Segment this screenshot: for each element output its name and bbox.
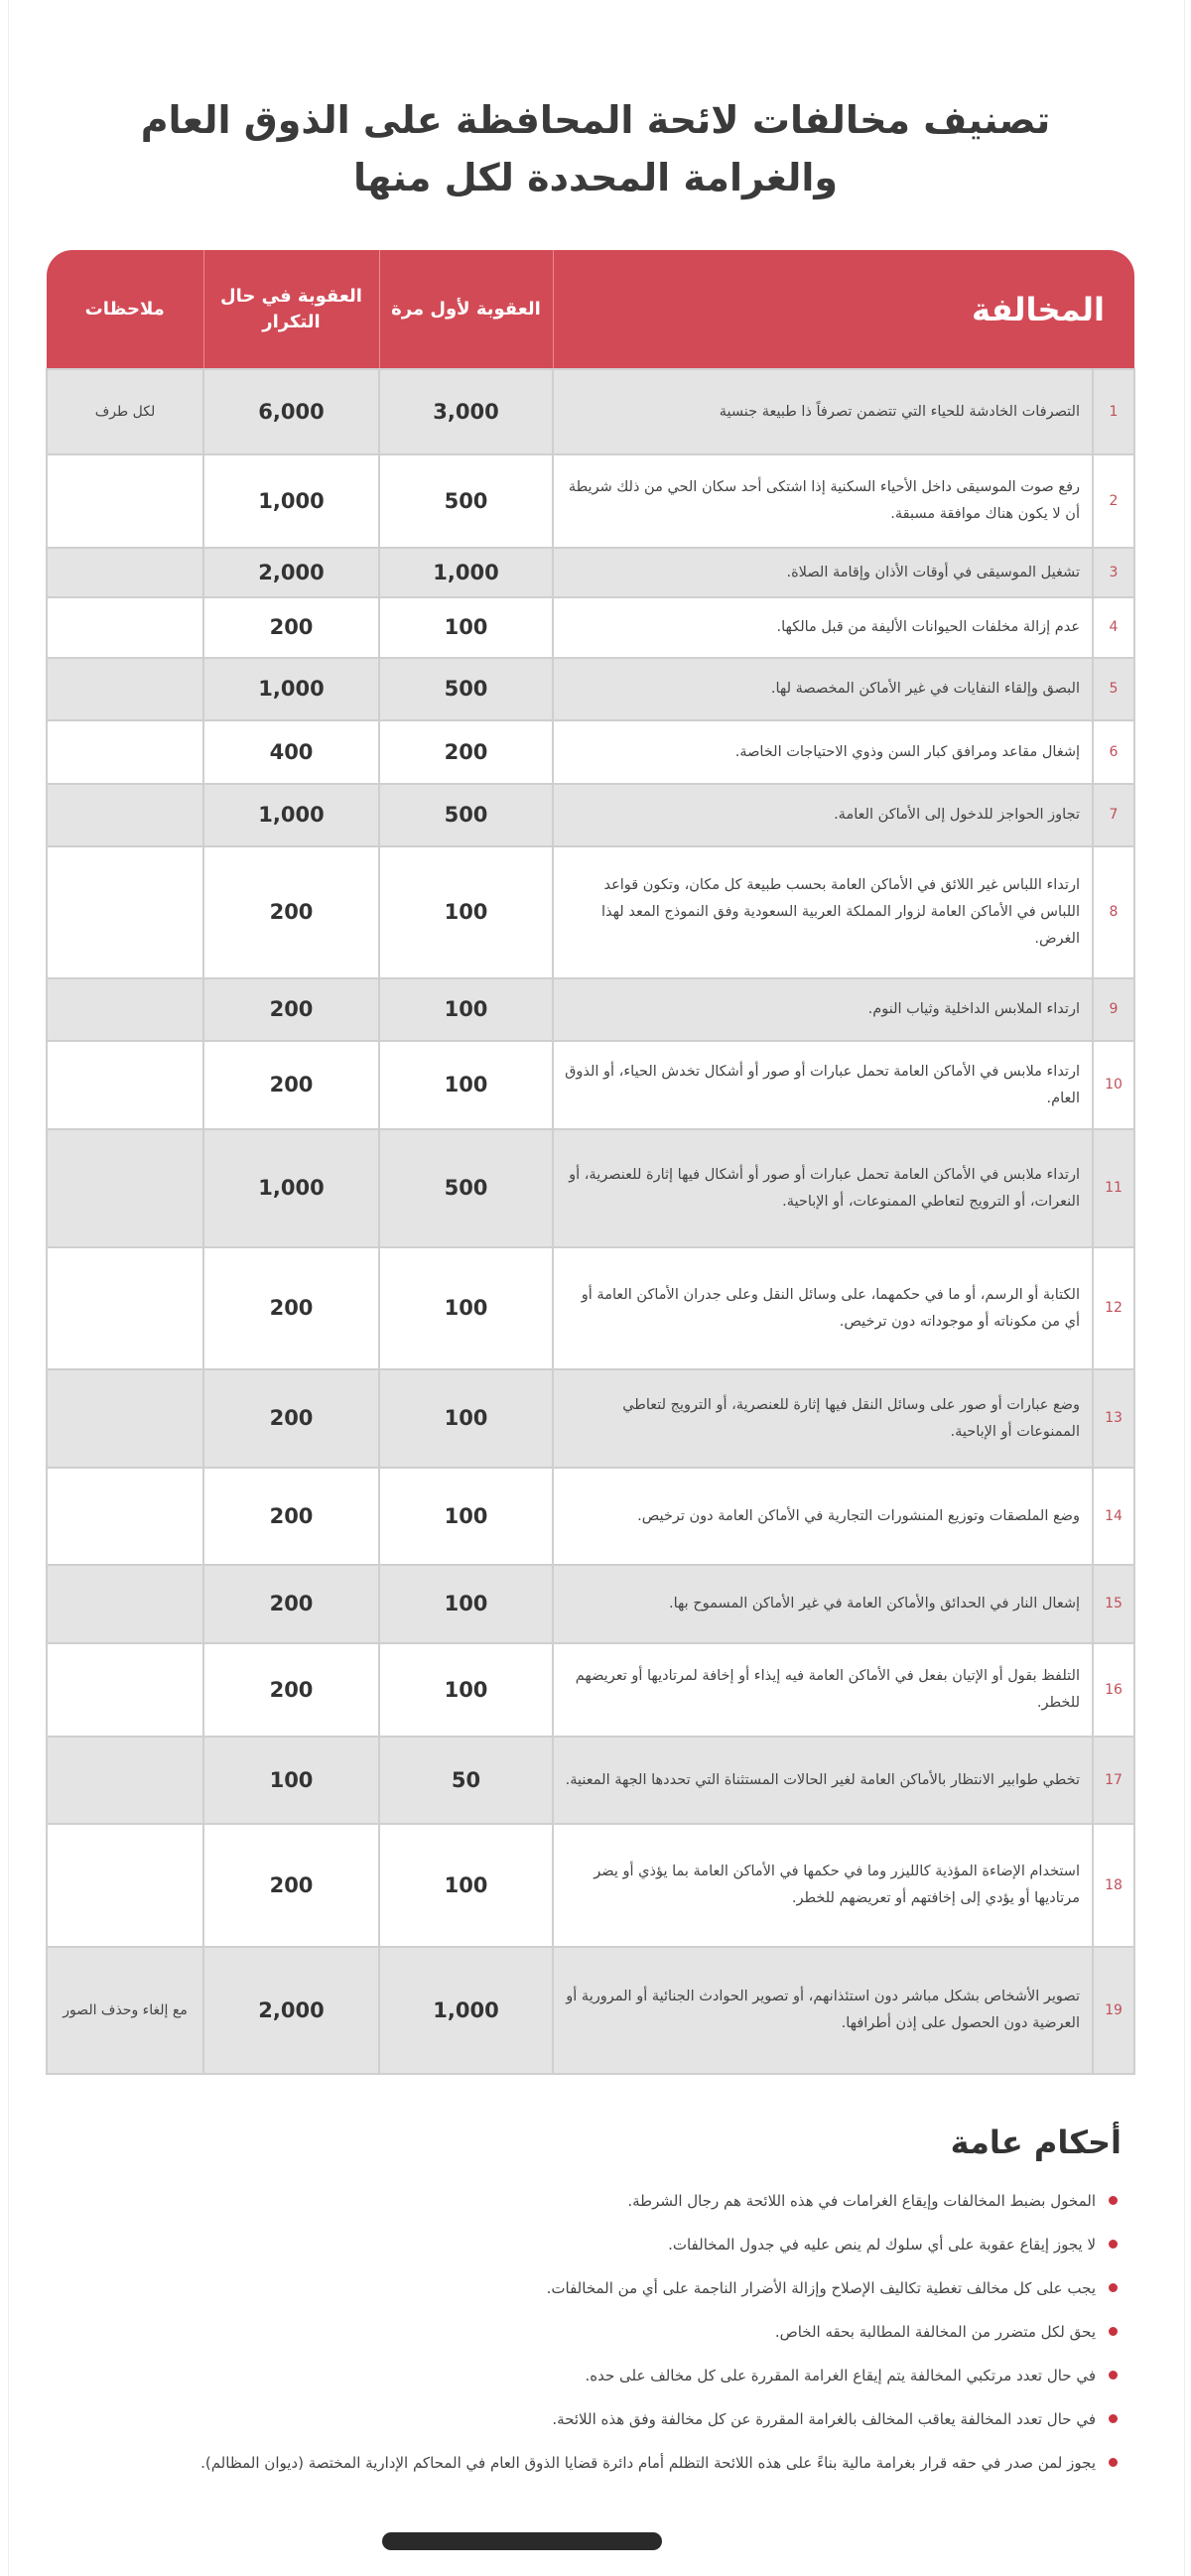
table-row [47,658,1134,720]
row-number: 8 [1093,846,1134,978]
violations-table [46,250,1135,2075]
bullet-icon [1109,2414,1118,2423]
table-row [47,784,1134,846]
violation-text: التلفظ بقول أو الإتيان بفعل في الأماكن العامة فيه إيذاء أو إخافة لمرتاديها أو تعريضهم للخطر. [553,1643,1093,1737]
home-indicator[interactable] [382,2532,662,2550]
repeat-penalty: 200 [203,1041,379,1129]
first-penalty: 100 [379,846,553,978]
row-note: لكل طرف [47,369,203,454]
violation-text: التصرفات الخادشة للحياء التي تتضمن تصرفاً ذا طبيعة جنسية [553,369,1093,454]
table-row [47,1041,1134,1129]
repeat-penalty: 100 [203,1737,379,1824]
row-number: 12 [1093,1247,1134,1369]
bullet-icon [1109,2283,1118,2292]
first-penalty: 200 [379,720,553,784]
general-rules-section [50,2124,1122,2485]
rule-item [50,2179,1122,2223]
row-note [47,1468,203,1565]
violation-text: ارتداء ملابس في الأماكن العامة تحمل عبارات أو صور أو أشكال فيها إثارة للعنصرية، أو النعرات، أو الترويج لتعاطي الممنوعات، أو الإباحية. [553,1129,1093,1247]
bullet-icon [1109,2196,1118,2205]
header-violation: المخالفة [553,250,1134,369]
row-note [47,978,203,1041]
table-row [47,548,1134,597]
page-title [99,91,1092,206]
rule-item [50,2266,1122,2310]
table-row [47,1468,1134,1565]
violation-text: عدم إزالة مخلفات الحيوانات الأليفة من قبل مالكها. [553,597,1093,658]
violation-text: تصوير الأشخاص بشكل مباشر دون استئذانهم، أو تصوير الحوادث الجنائية أو المرورية أو العرضية دون الحصول على إذن أطرافها. [553,1947,1093,2074]
first-penalty: 100 [379,1247,553,1369]
table-row [47,1824,1134,1947]
violation-text: تخطي طوابير الانتظار بالأماكن العامة لغير الحالات المستثناة التي تحددها الجهة المعنية. [553,1737,1093,1824]
row-note [47,784,203,846]
row-number: 2 [1093,454,1134,548]
table-row [47,454,1134,548]
repeat-penalty: 200 [203,1824,379,1947]
table-row [47,1643,1134,1737]
first-penalty: 100 [379,597,553,658]
violation-text: وضع عبارات أو صور على وسائل النقل فيها إثارة للعنصرية، أو الترويج لتعاطي الممنوعات أو الإباحية. [553,1369,1093,1468]
violation-text: استخدام الإضاءة المؤذية كالليزر وما في حكمها في الأماكن العامة بما يؤذي أو يضر مرتاديها أو يؤدي إلى إخافتهم أو تعريضهم للخطر. [553,1824,1093,1947]
rule-item [50,2310,1122,2354]
row-number: 3 [1093,548,1134,597]
rule-text: في حال تعدد المخالفة يعاقب المخالف بالغرامة المقررة عن كل مخالفة وفق هذه اللائحة. [552,2410,1096,2428]
table-row [47,1247,1134,1369]
rule-text: المخول بضبط المخالفات وإيقاع الغرامات في هذه اللائحة هم رجال الشرطة. [627,2192,1096,2210]
repeat-penalty: 200 [203,978,379,1041]
repeat-penalty: 1,000 [203,1129,379,1247]
bullet-icon [1109,2371,1118,2380]
first-penalty: 500 [379,784,553,846]
table-row [47,978,1134,1041]
row-number: 7 [1093,784,1134,846]
row-number: 14 [1093,1468,1134,1565]
repeat-penalty: 6,000 [203,369,379,454]
first-penalty: 100 [379,1643,553,1737]
rule-text: يحق لكل متضرر من المخالفة المطالبة بحقه الخاص. [774,2323,1096,2341]
violation-text: البصق وإلقاء النفايات في غير الأماكن المخصصة لها. [553,658,1093,720]
violation-text: وضع الملصقات وتوزيع المنشورات التجارية في الأماكن العامة دون ترخيص. [553,1468,1093,1565]
repeat-penalty: 2,000 [203,548,379,597]
row-number: 17 [1093,1737,1134,1824]
bullet-icon [1109,2458,1118,2467]
row-number: 10 [1093,1041,1134,1129]
rule-text: في حال تعدد مرتكبي المخالفة يتم إيقاع الغرامة المقررة على كل مخالف على حده. [585,2367,1096,2384]
repeat-penalty: 1,000 [203,454,379,548]
header-notes: ملاحظات [47,250,203,369]
row-note: مع إلغاء وحذف الصور [47,1947,203,2074]
row-note [47,454,203,548]
table-row [47,1947,1134,2074]
title-line-2: والغرامة المحددة لكل منها [352,156,838,199]
general-rules-heading: أحكام عامة [950,2124,1122,2161]
table-row [47,1565,1134,1643]
row-number: 18 [1093,1824,1134,1947]
first-penalty: 500 [379,1129,553,1247]
table-row [47,597,1134,658]
row-note [47,1565,203,1643]
row-number: 9 [1093,978,1134,1041]
table-row [47,369,1134,454]
table-row [47,1737,1134,1824]
table-row [47,1369,1134,1468]
violation-text: الكتابة أو الرسم، أو ما في حكمهما، على وسائل النقل وعلى جدران الأماكن العامة أو أي من مكوناته أو موجوداته دون ترخيص. [553,1247,1093,1369]
row-number: 15 [1093,1565,1134,1643]
row-note [47,720,203,784]
title-line-1: تصنيف مخالفات لائحة المحافظة على الذوق العام [140,98,1051,142]
repeat-penalty: 400 [203,720,379,784]
row-number: 6 [1093,720,1134,784]
row-note [47,1643,203,1737]
rule-item [50,2397,1122,2441]
repeat-penalty: 200 [203,846,379,978]
rule-text: لا يجوز إيقاع عقوبة على أي سلوك لم ينص عليه في جدول المخالفات. [668,2236,1096,2254]
general-rules-list [50,2179,1122,2485]
row-note [47,1369,203,1468]
repeat-penalty: 1,000 [203,784,379,846]
first-penalty: 50 [379,1737,553,1824]
row-note [47,658,203,720]
row-note [47,1129,203,1247]
violation-text: إشغال مقاعد ومرافق كبار السن وذوي الاحتياجات الخاصة. [553,720,1093,784]
row-note [47,1824,203,1947]
first-penalty: 100 [379,978,553,1041]
repeat-penalty: 200 [203,1247,379,1369]
violation-text: تجاوز الحواجز للدخول إلى الأماكن العامة. [553,784,1093,846]
first-penalty: 3,000 [379,369,553,454]
row-number: 1 [1093,369,1134,454]
first-penalty: 100 [379,1468,553,1565]
row-number: 11 [1093,1129,1134,1247]
first-penalty: 1,000 [379,1947,553,2074]
violation-text: تشغيل الموسيقى في أوقات الأذان وإقامة الصلاة. [553,548,1093,597]
repeat-penalty: 200 [203,1565,379,1643]
repeat-penalty: 200 [203,1468,379,1565]
first-penalty: 1,000 [379,548,553,597]
row-note [47,1247,203,1369]
row-note [47,1737,203,1824]
header-first-penalty: العقوبة لأول مرة [379,250,553,369]
rule-text: يجوز لمن صدر في حقه قرار بغرامة مالية بناءً على هذه اللائحة التظلم أمام دائرة قضايا الذوق العام في المحاكم الإدارية المختصة (ديوان المظالم). [200,2454,1096,2472]
row-number: 16 [1093,1643,1134,1737]
bullet-icon [1109,2327,1118,2336]
row-number: 4 [1093,597,1134,658]
row-note [47,548,203,597]
row-number: 13 [1093,1369,1134,1468]
row-number: 19 [1093,1947,1134,2074]
row-note [47,597,203,658]
rule-item [50,2441,1122,2485]
first-penalty: 100 [379,1824,553,1947]
repeat-penalty: 200 [203,1643,379,1737]
table-row [47,720,1134,784]
violation-text: ارتداء اللباس غير اللائق في الأماكن العامة بحسب طبيعة كل مكان، وتكون قواعد اللباس في الأماكن العامة لزوار المملكة العربية السعودية وفق النموذج المعد لهذا الغرض. [553,846,1093,978]
table-row [47,1129,1134,1247]
table-header-row [47,250,1134,369]
row-note [47,846,203,978]
header-repeat-penalty: العقوبة في حال التكرار [203,250,379,369]
violation-text: ارتداء الملابس الداخلية وثياب النوم. [553,978,1093,1041]
rule-item [50,2223,1122,2266]
rule-text: يجب على كل مخالف تغطية تكاليف الإصلاح وإزالة الأضرار الناجمة على أي من المخالفات. [546,2279,1096,2297]
violation-text: ارتداء ملابس في الأماكن العامة تحمل عبارات أو صور أو أشكال تخدش الحياء، أو الذوق العام. [553,1041,1093,1129]
repeat-penalty: 200 [203,1369,379,1468]
first-penalty: 100 [379,1369,553,1468]
row-number: 5 [1093,658,1134,720]
repeat-penalty: 2,000 [203,1947,379,2074]
first-penalty: 100 [379,1565,553,1643]
bullet-icon [1109,2240,1118,2249]
first-penalty: 500 [379,454,553,548]
repeat-penalty: 1,000 [203,658,379,720]
repeat-penalty: 200 [203,597,379,658]
violation-text: رفع صوت الموسيقى داخل الأحياء السكنية إذا اشتكى أحد سكان الحي من ذلك شريطة أن لا يكون هناك موافقة مسبقة. [553,454,1093,548]
first-penalty: 500 [379,658,553,720]
row-note [47,1041,203,1129]
first-penalty: 100 [379,1041,553,1129]
rule-item [50,2354,1122,2397]
table-row [47,846,1134,978]
violation-text: إشعال النار في الحدائق والأماكن العامة في غير الأماكن المسموح بها. [553,1565,1093,1643]
